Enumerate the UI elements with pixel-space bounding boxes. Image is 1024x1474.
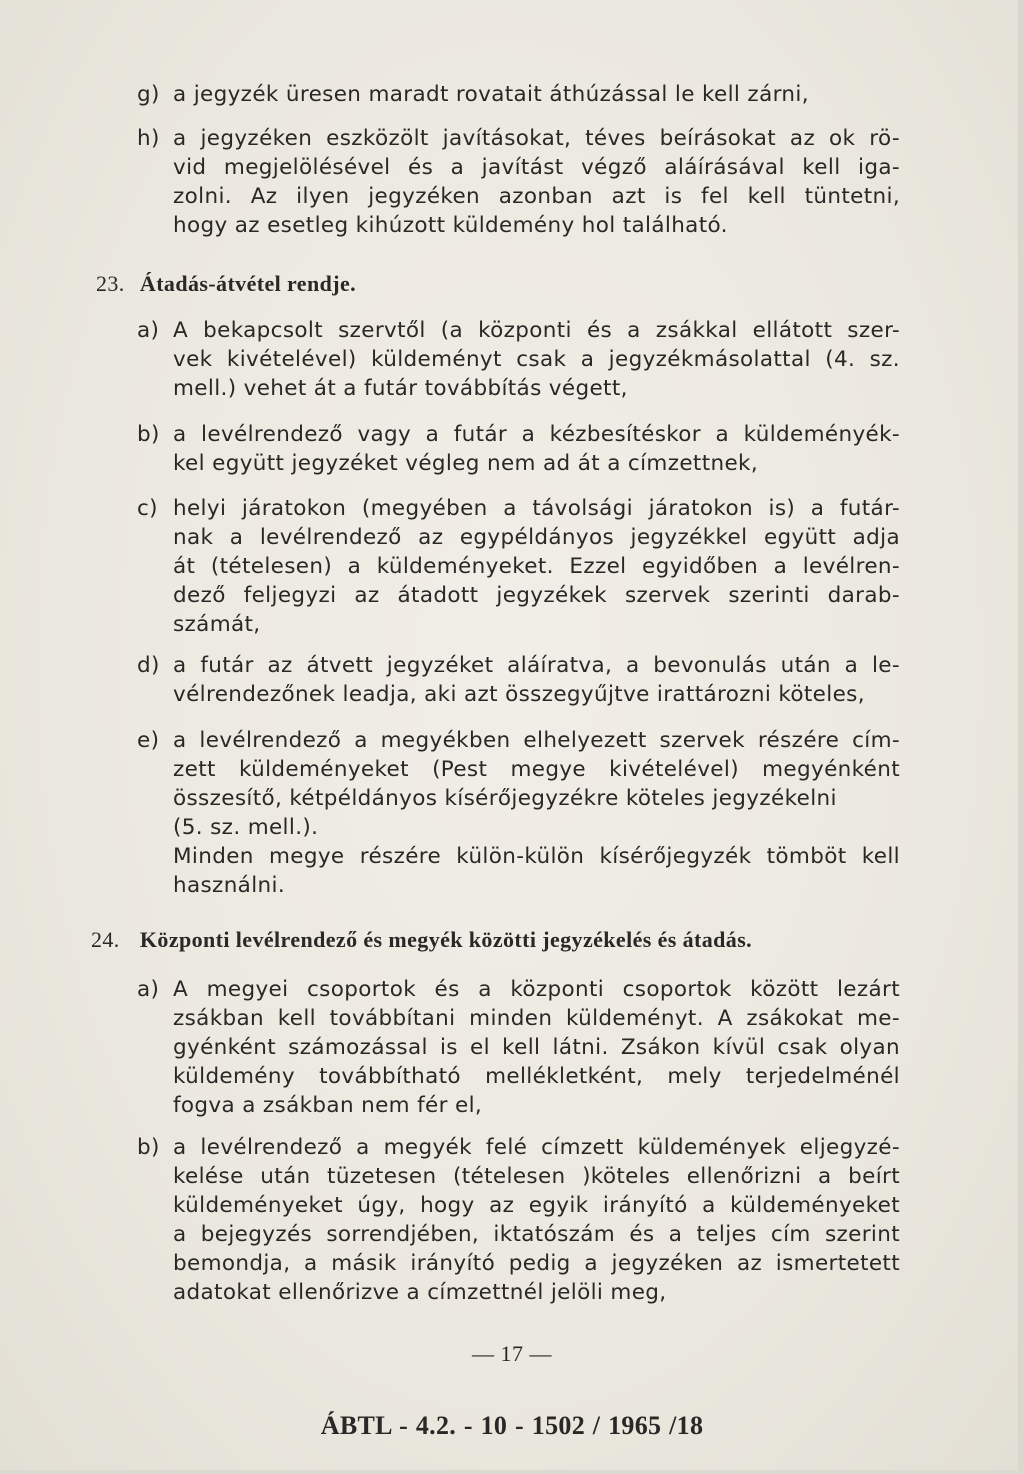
list-item-e bbox=[137, 726, 900, 900]
item-text-line: Minden megye részére külön-külön kísérőjegyzék tömböt kell bbox=[173, 844, 900, 869]
item-text-line: zsákban kell továbbítani minden küldeményt. A zsákokat me- bbox=[173, 1006, 900, 1031]
item-text-line: vélrendezőnek leadja, aki azt összegyűjtve irattározni köteles, bbox=[173, 682, 865, 707]
item-text-line: küldeményeket úgy, hogy az egyik irányító a küldeményeket bbox=[173, 1193, 900, 1218]
item-text-line: a jegyzéken eszközölt javításokat, téves beírásokat az ok rö- bbox=[173, 126, 900, 151]
list-item-a bbox=[137, 316, 900, 403]
item-marker: a) bbox=[137, 977, 160, 1002]
item-text-line: számát, bbox=[173, 612, 261, 637]
item-text-line: át (tételesen) a küldeményeket. Ezzel egyidőben a levélren- bbox=[173, 554, 900, 579]
section-title: Központi levélrendező és megyék közötti jegyzékelés és átadás. bbox=[139, 927, 753, 952]
item-text-line: használni. bbox=[173, 873, 285, 898]
item-text-line: vid megjelölésével és a javítást végző aláírásával kell iga- bbox=[173, 155, 900, 180]
item-text-line: a levélrendező a megyékben elhelyezett szervek részére cím- bbox=[173, 728, 900, 753]
page-number: — 17 — bbox=[472, 1341, 552, 1366]
item-text-line: A bekapcsolt szervtől (a központi és a zsákkal ellátott szer- bbox=[173, 318, 900, 343]
item-marker: b) bbox=[137, 422, 160, 447]
list-item-b bbox=[137, 1133, 900, 1307]
item-text-line: mell.) vehet át a futár továbbítás végett, bbox=[173, 376, 628, 401]
item-text-line: gyénként számozással is el kell látni. Zsákon kívül csak olyan bbox=[173, 1035, 900, 1060]
list-item-c bbox=[137, 494, 900, 639]
item-text-line: A megyei csoportok és a központi csoportok között lezárt bbox=[173, 977, 900, 1002]
list-item-h bbox=[137, 124, 900, 240]
list-item-d bbox=[137, 651, 900, 709]
list-item-a bbox=[137, 975, 900, 1120]
item-marker: b) bbox=[137, 1135, 160, 1160]
item-text-line: hogy az esetleg kihúzott küldemény hol található. bbox=[173, 213, 728, 238]
item-text-line: kel együtt jegyzéket végleg nem ad át a címzettnek, bbox=[173, 451, 759, 476]
section-title: Átadás-átvétel rendje. bbox=[139, 271, 357, 296]
item-marker: c) bbox=[137, 496, 158, 521]
item-text-line: a levélrendező a megyék felé címzett küldemények eljegyzé- bbox=[173, 1135, 900, 1160]
item-marker: e) bbox=[137, 728, 160, 753]
item-marker: a) bbox=[137, 318, 160, 343]
item-text-line: zolni. Az ilyen jegyzéken azonban azt is fel kell tüntetni, bbox=[173, 184, 900, 209]
item-text-line: zett küldeményeket (Pest megye kivételével) megyénként bbox=[173, 757, 900, 782]
item-text-line: a jegyzék üresen maradt rovatait áthúzással le kell zárni, bbox=[173, 82, 809, 107]
item-text-line: (5. sz. mell.). bbox=[173, 815, 319, 840]
list-item-b bbox=[137, 420, 900, 478]
list-item-g bbox=[137, 80, 900, 109]
archive-reference: ÁBTL - 4.2. - 10 - 1502 / 1965 /18 bbox=[320, 1411, 704, 1440]
item-text-line: bemondja, a másik irányító pedig a jegyzéken az ismertetett bbox=[173, 1251, 900, 1276]
section-number: 24. bbox=[91, 927, 120, 952]
item-text-line: kelése után tüzetesen (tételesen )köteles ellenőrizni a beírt bbox=[173, 1164, 900, 1189]
item-text-line: vek kivételével) küldeményt csak a jegyzékmásolattal (4. sz. bbox=[173, 347, 900, 372]
item-text-line: küldemény továbbítható mellékletként, mely terjedelménél bbox=[173, 1064, 900, 1089]
item-text-line: fogva a zsákban nem fér el, bbox=[173, 1093, 483, 1118]
item-marker: d) bbox=[137, 653, 160, 678]
item-marker: h) bbox=[137, 126, 160, 151]
item-text-line: összesítő, kétpéldányos kísérőjegyzékre köteles jegyzékelni bbox=[173, 786, 837, 811]
item-marker: g) bbox=[137, 82, 160, 107]
item-text-line: a bejegyzés sorrendjében, iktatószám és a teljes cím szerint bbox=[173, 1222, 900, 1247]
section-heading-23 bbox=[96, 269, 356, 298]
item-text-line: nak a levélrendező az egypéldányos jegyzékkel együtt adja bbox=[173, 525, 900, 550]
item-text-line: dező feljegyzi az átadott jegyzékek szervek szerinti darab- bbox=[173, 583, 900, 608]
item-text-line: adatokat ellenőrizve a címzettnél jelöli meg, bbox=[173, 1280, 667, 1305]
section-heading-24 bbox=[91, 925, 752, 954]
item-text-line: helyi járatokon (megyében a távolsági járatokon is) a futár- bbox=[173, 496, 900, 521]
section-number: 23. bbox=[96, 271, 125, 296]
item-text-line: a levélrendező vagy a futár a kézbesítéskor a küldeményék- bbox=[173, 422, 900, 447]
item-text-line: a futár az átvett jegyzéket aláíratva, a bevonulás után a le- bbox=[173, 653, 900, 678]
